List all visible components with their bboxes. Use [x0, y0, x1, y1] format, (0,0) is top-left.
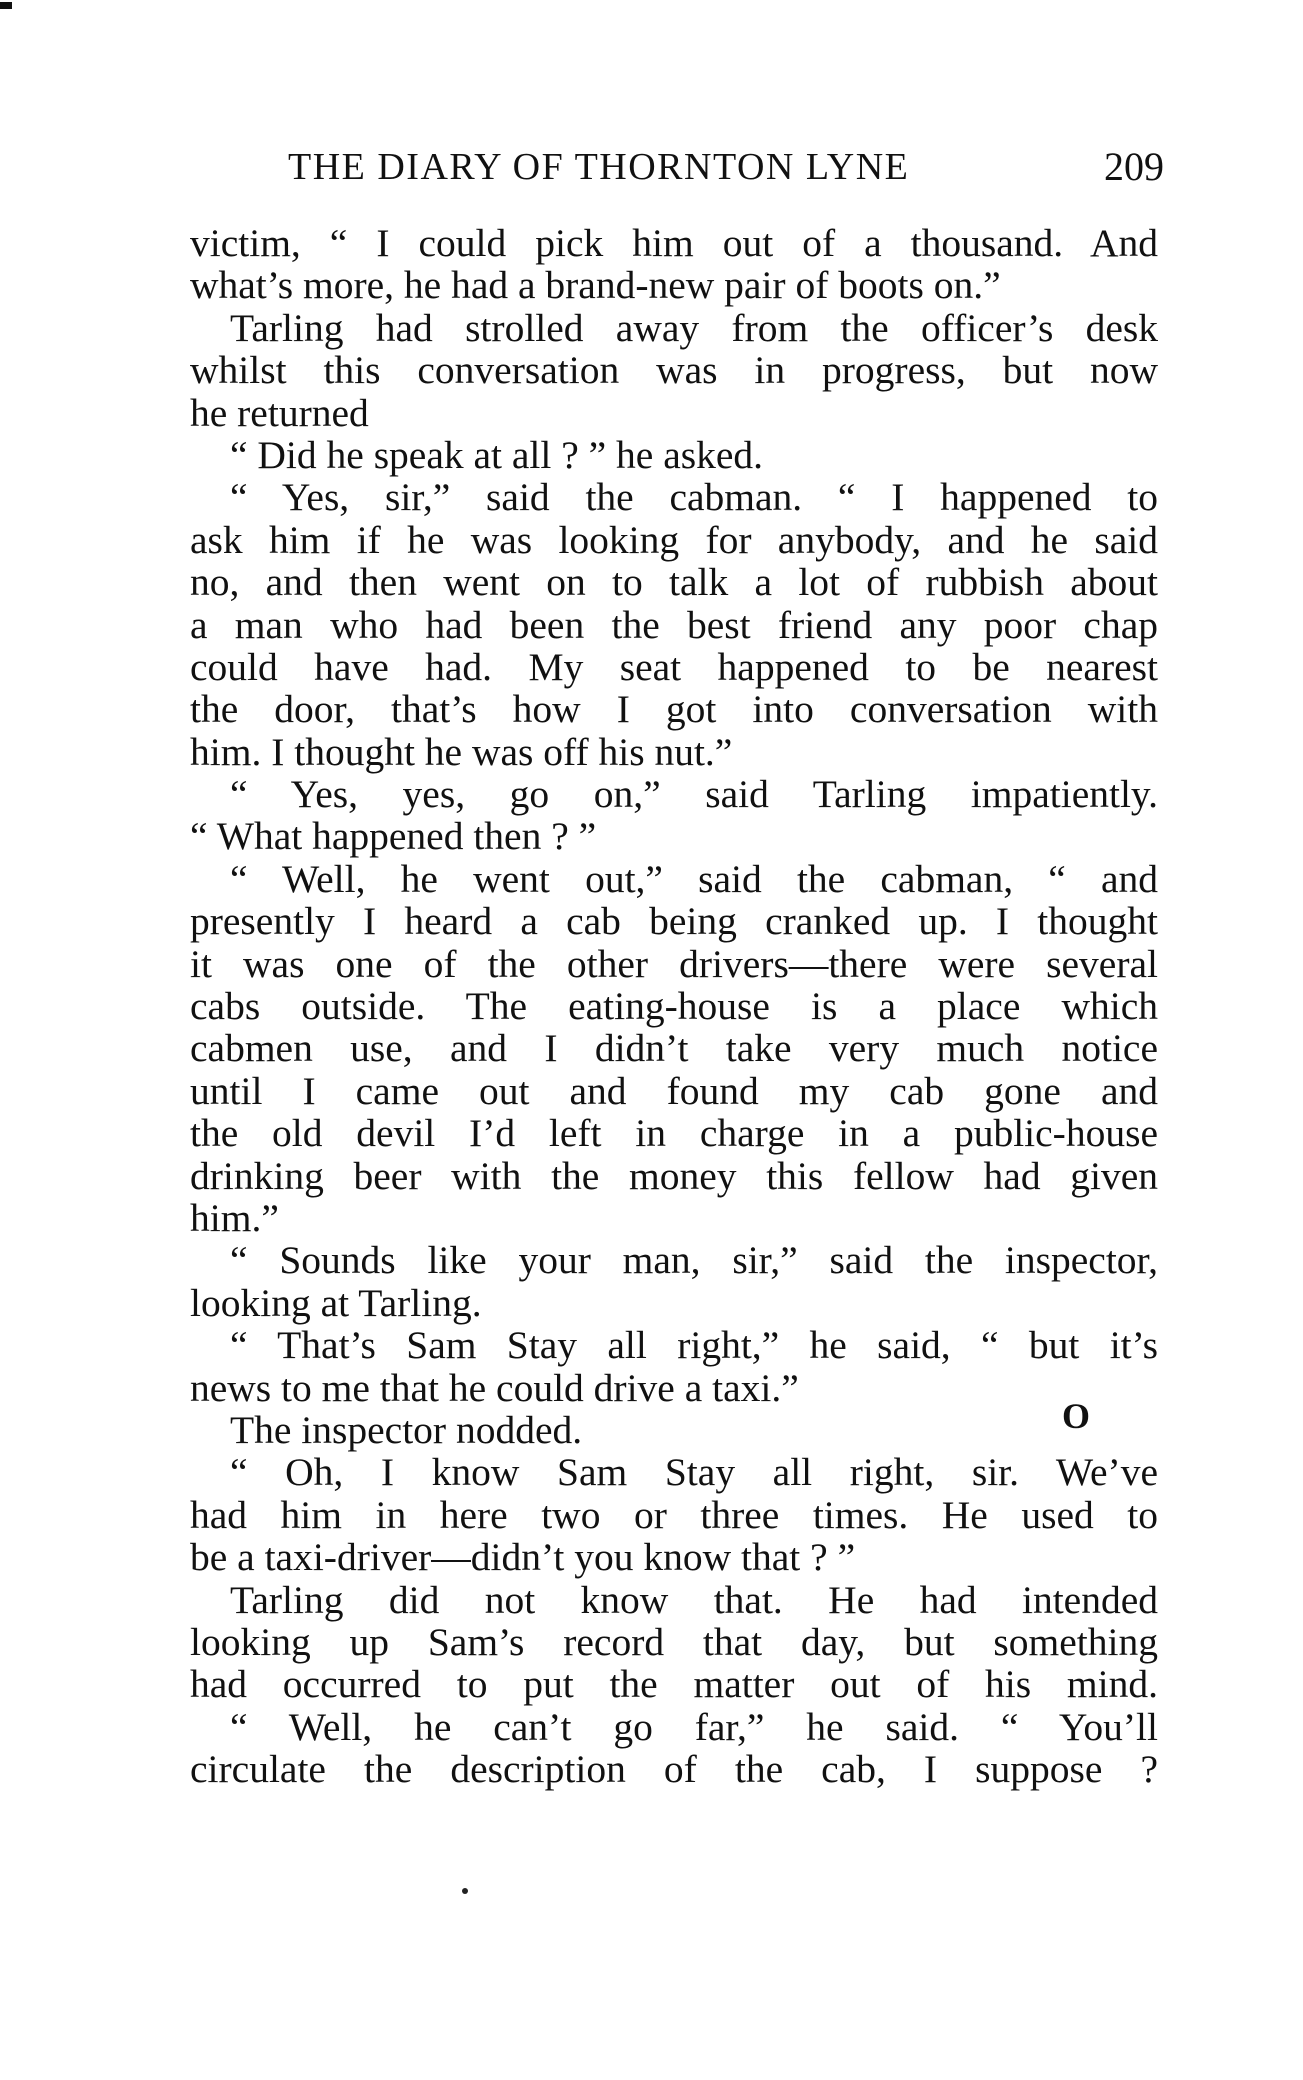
text-line: looking up Sam’s record that day, but something: [190, 1619, 1158, 1664]
text-line: him.”: [190, 1195, 279, 1240]
text-line: “ What happened then ? ”: [190, 814, 597, 859]
text-line: no, and then went on to talk a lot of rubbish about: [190, 560, 1158, 605]
text-line: the old devil I’d left in charge in a public-house: [190, 1111, 1158, 1156]
text-line: “ Well, he can’t go far,” he said. “ You’ll: [230, 1704, 1158, 1749]
stray-ink-dot: [462, 1888, 468, 1894]
scan-corner-mark: [0, 2, 12, 9]
text-line: “ Sounds like your man, sir,” said the inspector,: [230, 1238, 1158, 1283]
text-line: cabmen use, and I didn’t take very much notice: [190, 1026, 1158, 1071]
text-line: presently I heard a cab being cranked up. I thought: [190, 899, 1158, 944]
text-line: what’s more, he had a brand-new pair of boots on.”: [190, 263, 1001, 308]
text-line: could have had. My seat happened to be nearest: [190, 644, 1158, 689]
text-line: a man who had been the best friend any poor chap: [190, 602, 1158, 647]
text-line: Tarling had strolled away from the officer’s desk: [230, 305, 1158, 350]
text-line: Tarling did not know that. He had intended: [230, 1577, 1158, 1622]
text-line: “ Yes, yes, go on,” said Tarling impatiently.: [230, 772, 1158, 817]
running-head: [288, 142, 1164, 192]
text-line: it was one of the other drivers—there were several: [190, 941, 1158, 986]
text-line: cabs outside. The eating-house is a place which: [190, 984, 1158, 1029]
text-line: “ That’s Sam Stay all right,” he said, “ but it’s: [230, 1323, 1158, 1368]
text-line: be a taxi-driver—didn’t you know that ? ”: [190, 1535, 856, 1580]
page-number: 209: [1104, 144, 1164, 189]
text-line: ask him if he was looking for anybody, and he said: [190, 517, 1158, 562]
text-line: until I came out and found my cab gone and: [190, 1068, 1158, 1113]
text-line: looking at Tarling.: [190, 1280, 482, 1325]
text-line: him. I thought he was off his nut.”: [190, 729, 733, 774]
text-line: news to me that he could drive a taxi.”: [190, 1365, 799, 1410]
signature-mark: O: [1062, 1396, 1091, 1436]
text-line: had him in here two or three times. He used to: [190, 1492, 1158, 1537]
text-line: circulate the description of the cab, I suppose ?: [190, 1747, 1158, 1792]
text-line: he returned: [190, 390, 369, 435]
text-line: “ Did he speak at all ? ” he asked.: [230, 432, 764, 477]
text-line: had occurred to put the matter out of his mind.: [190, 1662, 1158, 1707]
body-text: [190, 222, 1158, 1790]
text-line: whilst this conversation was in progress, but now: [190, 348, 1158, 393]
text-line: The inspector nodded.: [230, 1407, 583, 1452]
text-line: “ Well, he went out,” said the cabman, “ and: [230, 856, 1158, 901]
text-line: the door, that’s how I got into conversation with: [190, 687, 1158, 732]
running-title: THE DIARY OF THORNTON LYNE: [288, 146, 910, 188]
text-line: “ Oh, I know Sam Stay all right, sir. We’ve: [230, 1450, 1158, 1495]
text-line: victim, “ I could pick him out of a thousand. And: [190, 221, 1158, 265]
text-line: drinking beer with the money this fellow had given: [190, 1153, 1158, 1198]
text-line: “ Yes, sir,” said the cabman. “ I happened to: [230, 475, 1158, 520]
